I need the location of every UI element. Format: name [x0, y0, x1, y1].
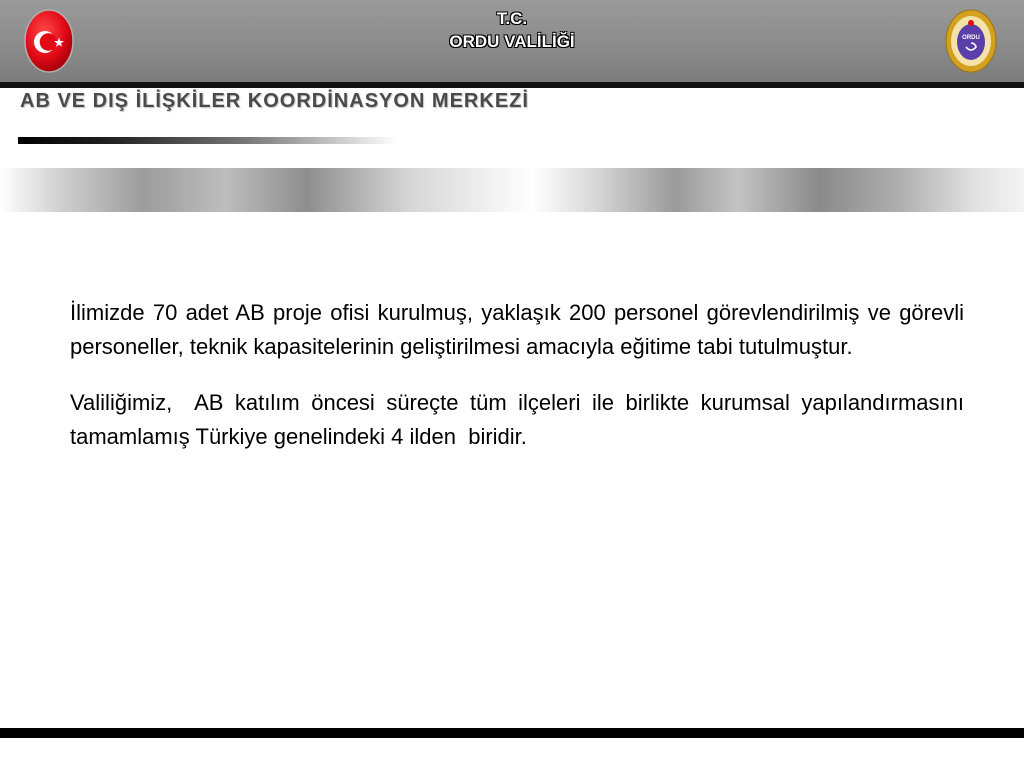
ordu-logo-text: ORDU [962, 35, 980, 41]
header-line2: ORDU VALİLİĞİ [449, 32, 575, 51]
content-body [70, 296, 971, 476]
turkish-flag-emblem-icon [24, 9, 74, 73]
title-underline [18, 137, 398, 144]
paragraph-1: İlimizde 70 adet AB proje ofisi kurulmuş, yaklaşık 200 personel görevlendirilmiş ve görevli personeller, teknik kapasitelerinin geliştirilmesi amacıyla eğitime tabi tutulmuştur. [70, 300, 971, 359]
header-line1: T.C. [496, 9, 528, 28]
ordu-governorship-logo-icon [945, 9, 997, 73]
footer-divider [0, 728, 1024, 738]
section-title: AB VE DIŞ İLİŞKİLER KOORDİNASYON MERKEZİ [20, 90, 529, 112]
decorative-band [0, 168, 1024, 212]
paragraph-2: Valiliğimiz, AB katılım öncesi süreçte tüm ilçeleri ile birlikte kurumsal yapılandırmasını tamamlamış Türkiye genelindeki 4 ilden biridir. [70, 390, 971, 449]
header-divider [0, 82, 1024, 88]
header-titles [312, 7, 712, 53]
